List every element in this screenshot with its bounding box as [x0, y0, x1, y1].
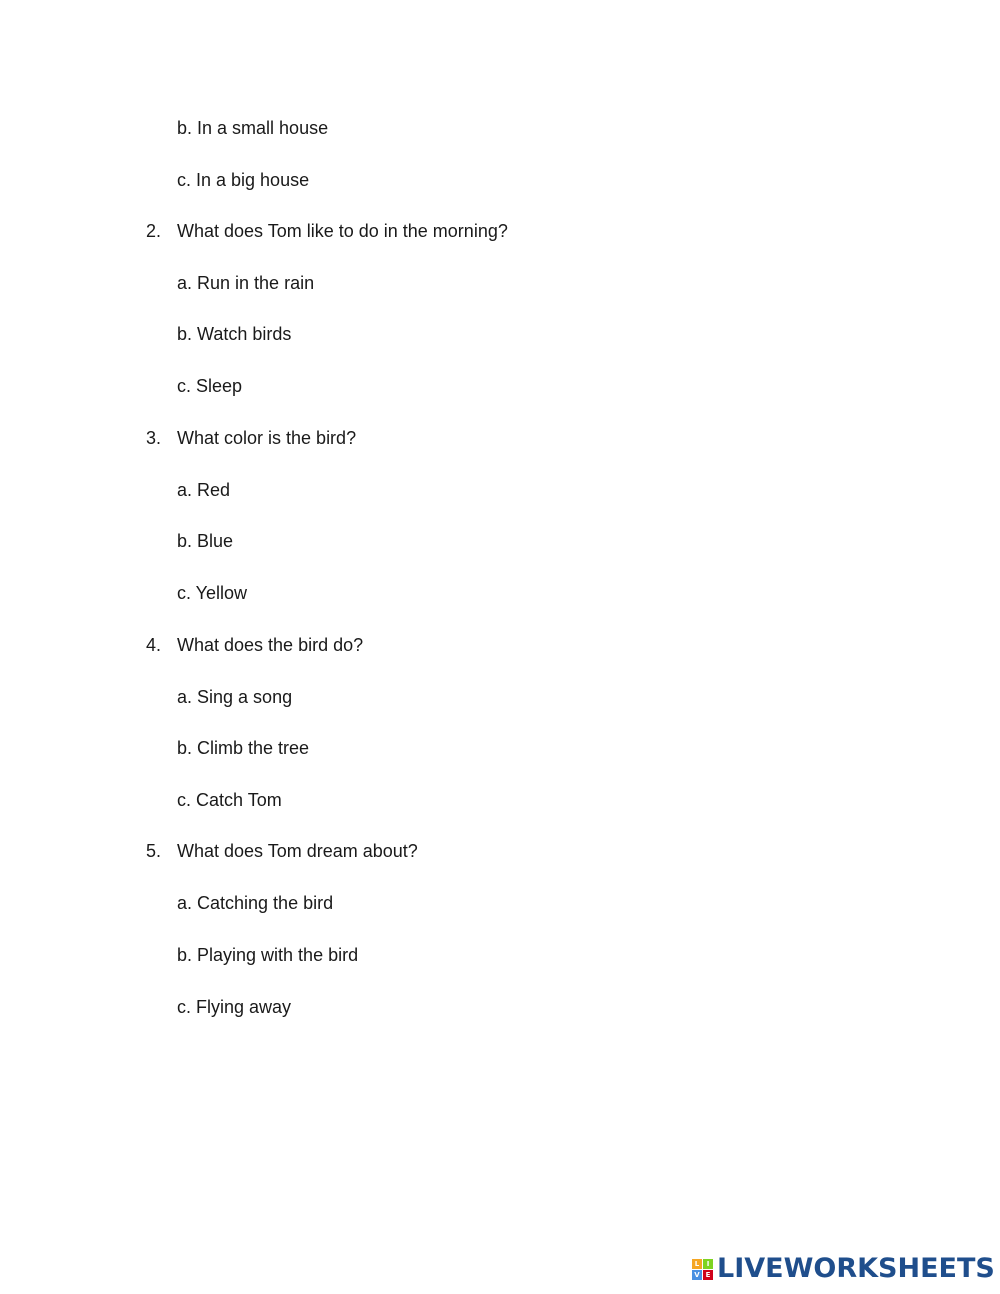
answer-option: c. Catch Tom [177, 790, 282, 810]
question-text: What does Tom dream about? [177, 841, 418, 861]
question-text: What does the bird do? [177, 635, 364, 655]
answer-option: c. Sleep [177, 376, 243, 396]
question-text: What does Tom like to do in the morning? [177, 221, 508, 241]
question-number: 5. [146, 841, 162, 861]
answer-option: a. Catching the bird [177, 893, 334, 913]
answer-option: a. Run in the rain [177, 273, 315, 293]
q1-option-c: c. In a big house [177, 170, 310, 190]
answer-option: b. Climb the tree [177, 738, 310, 758]
question-number: 3. [146, 428, 162, 448]
question-text: What color is the bird? [177, 428, 357, 448]
answer-option: b. Playing with the bird [177, 945, 359, 965]
answer-option: a. Red [177, 480, 231, 500]
answer-option: b. Blue [177, 531, 234, 551]
answer-option: c. Yellow [177, 583, 248, 603]
answer-option: c. Flying away [177, 997, 292, 1017]
logo-mark-icon: L I V E [692, 1259, 713, 1280]
question-number: 2. [146, 221, 162, 241]
question-number: 4. [146, 635, 162, 655]
answer-option: b. Watch birds [177, 324, 292, 344]
logo-wordmark: LIVEWORKSHEETS [717, 1253, 995, 1284]
answer-option: a. Sing a song [177, 687, 293, 707]
q1-option-b: b. In a small house [177, 118, 329, 138]
liveworksheets-logo [692, 1254, 995, 1284]
